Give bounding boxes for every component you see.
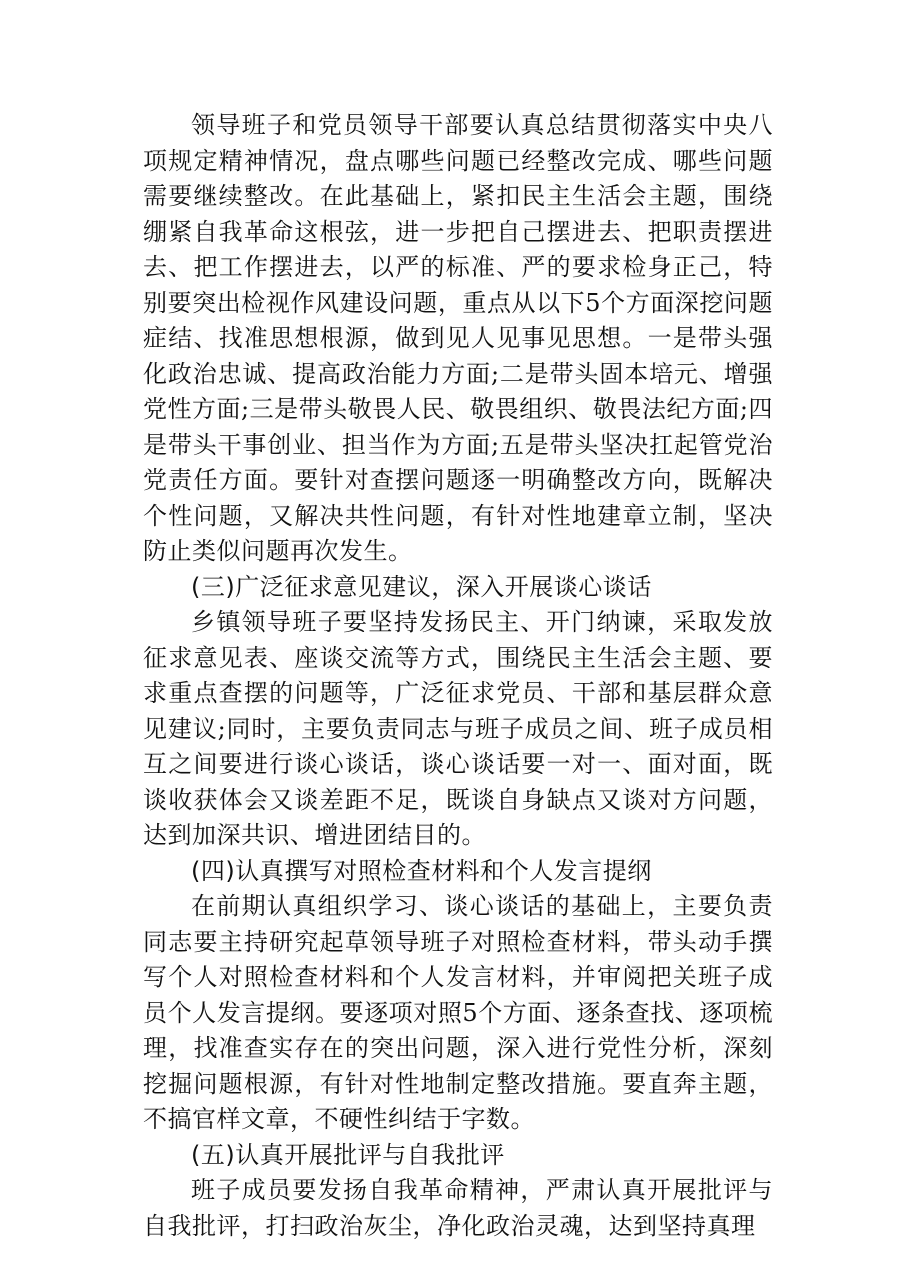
paragraph-criticism: 班子成员要发扬自我革命精神，严肃认真开展批评与自我批评，打扫政治灰尘，净化政治灵魂，达到坚持真理 [143,1176,773,1240]
paragraph-writing-materials: 在前期认真组织学习、谈心谈话的基础上，主要负责同志要主持研究起草领导班子对照检查材料，带头动手撰写个人对照检查材料和个人发言材料，并审阅把关班子成员个人发言提纲。要逐项对照5个方面、逐条查找、逐项梳理，找准查实存在的突出问题，深入进行党性分析，深刻挖掘问题根源，有针对性地制定整改措施。要直奔主题，不搞官样文章，不硬性纠结于字数。 [143,892,773,1133]
section-heading-5: (五)认真开展批评与自我批评 [191,1140,505,1169]
document-page [143,108,773,1244]
section-heading-3: (三)广泛征求意见建议，深入开展谈心谈话 [191,572,652,601]
section-heading-4: (四)认真撰写对照检查材料和个人发言提纲 [191,856,652,885]
paragraph-central-eight-rules: 领导班子和党员领导干部要认真总结贯彻落实中央八项规定精神情况，盘点哪些问题已经整改完成、哪些问题需要继续整改。在此基础上，紧扣民主生活会主题，围绕绷紧自我革命这根弦，进一步把自己摆进去、把职责摆进去、把工作摆进去，以严的标准、严的要求检身正己，特别要突出检视作风建设问题，重点从以下5个方面深挖问题症结、找准思想根源，做到见人见事见思想。一是带头强化政治忠诚、提高政治能力方面;二是带头固本培元、增强党性方面;三是带头敬畏人民、敬畏组织、敬畏法纪方面;四是带头干事创业、担当作为方面;五是带头坚决扛起管党治党责任方面。要针对查摆问题逐一明确整改方向，既解决个性问题，又解决共性问题，有针对性地建章立制，坚决防止类似问题再次发生。 [143,111,773,565]
paragraph-soliciting-opinions: 乡镇领导班子要坚持发扬民主、开门纳谏，采取发放征求意见表、座谈交流等方式，围绕民主生活会主题、要求重点查摆的问题等，广泛征求党员、干部和基层群众意见建议;同时，主要负责同志与班子成员之间、班子成员相互之间要进行谈心谈话，谈心谈话要一对一、面对面，既谈收获体会又谈差距不足，既谈自身缺点又谈对方问题，达到加深共识、增进团结目的。 [143,608,773,849]
